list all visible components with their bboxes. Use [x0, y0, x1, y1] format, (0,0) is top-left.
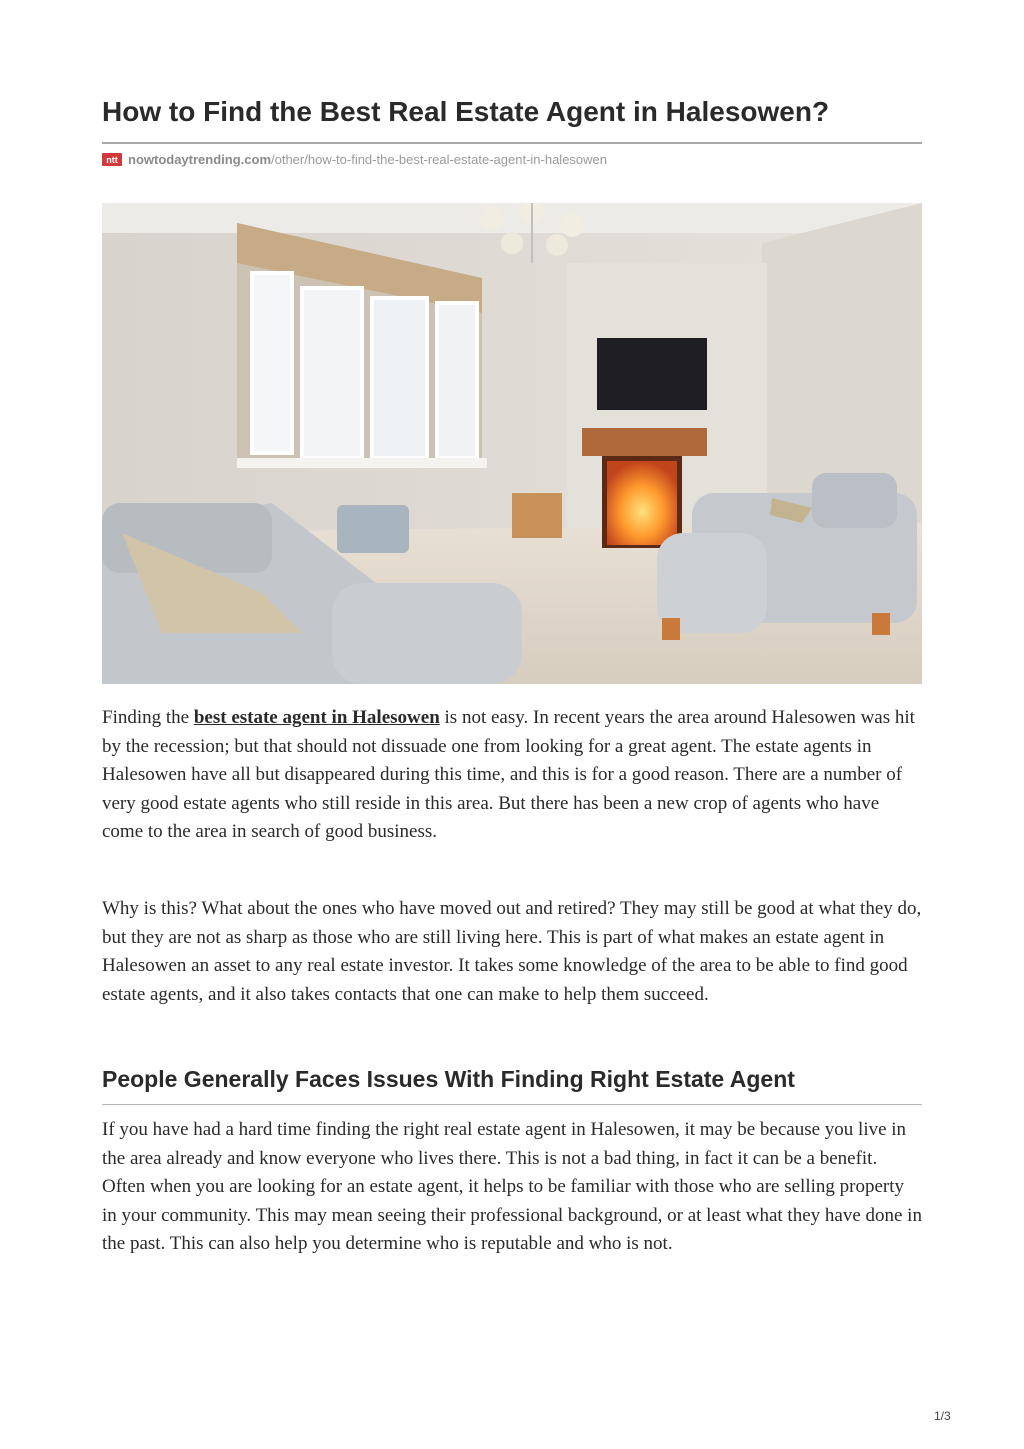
paragraph-why: Why is this? What about the ones who have moved out and retired? They may still be good at what they do, but they are not as sharp as those who are still living here. This is part of what makes an estate agent in Halesowen an asset to any real estate investor. It takes some knowledge of the area to be able to find good estate agents, and it also takes contacts that one can make to help them succeed. — [102, 898, 922, 1005]
paragraph-intro — [102, 704, 922, 847]
site-logo-icon: ntt — [102, 153, 122, 166]
source-domain[interactable]: nowtodaytrending.com — [128, 152, 271, 167]
page-title: How to Find the Best Real Estate Agent in Halesowen? — [102, 96, 830, 127]
source-path[interactable]: /other/how-to-find-the-best-real-estate-agent-in-halesowen — [271, 152, 608, 167]
title-divider — [102, 142, 922, 144]
section-heading: People Generally Faces Issues With Finding Right Estate Agent — [102, 1066, 795, 1092]
page-number: 1/3 — [934, 1409, 951, 1423]
section-divider — [102, 1104, 922, 1105]
intro-text-start: Finding the — [102, 707, 194, 728]
best-estate-agent-link[interactable]: best estate agent in Halesowen — [193, 707, 440, 728]
paragraph-issues: If you have had a hard time finding the right real estate agent in Halesowen, it may be because you live in the area already and know everyone who lives there. This is not a bad thing, in fact it can be a benefit. Often when you are looking for an estate agent, it helps to be familiar with those who are selling property in your community. This may mean seeing their professional background, or at least what they have done in the past. This can also help you determine who is reputable and who is not. — [102, 1119, 922, 1254]
source-line[interactable] — [102, 152, 607, 167]
intro-text-rest: is not easy. In recent years the area around Halesowen was hit by the recession; but that should not dissuade one from looking for a great agent. The estate agents in Halesowen have all but disappeared during this time, and this is for a good reason. There are a number of very good estate agents who still reside in this area. But there has been a new crop of agents who have come to the area in search of good business. — [102, 707, 915, 842]
living-room-photo — [102, 203, 922, 684]
